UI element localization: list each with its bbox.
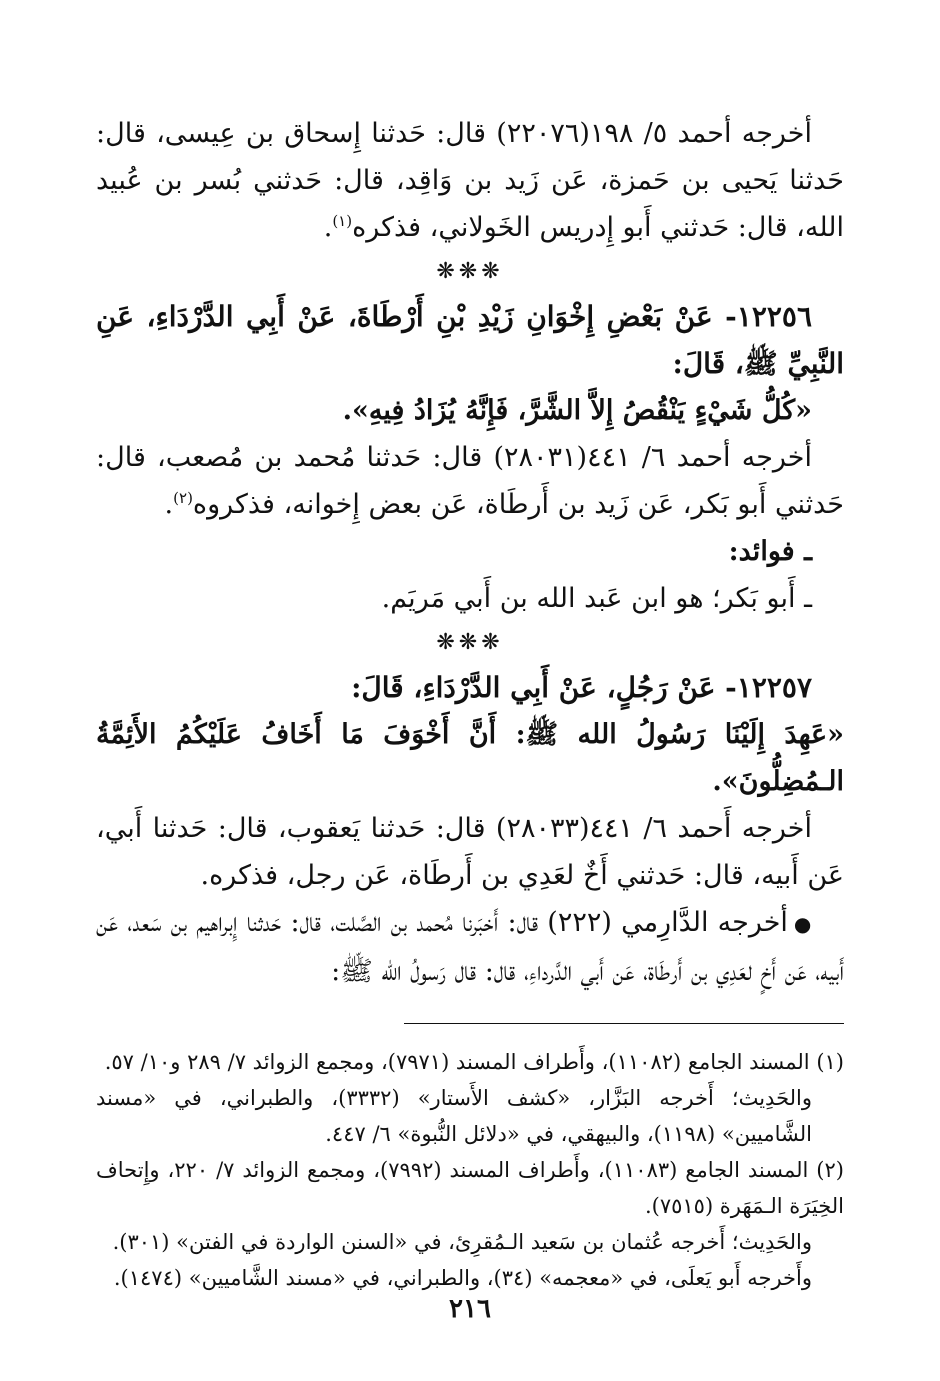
footnote-line: والحَدِيث؛ أَخرجه عُثمان بن سَعيد الـمُقرِئ، في «السنن الواردة في الفتن» (٣٠١).	[112, 1230, 812, 1254]
takhrij-text-4: أخرجه الدَّارِمي (٢٢٢) قال: أَخبَرنا مُحمد بن الصَّلت، قال: حَدثنا إِبراهيم بن سَعد، عَن أَبيه، عَن أَخٍ لعَدِي بن أَرطَاة، عَن أَبي الدَّرداءِ، قال: قال رَسولُ الله ﷺ:	[96, 907, 844, 987]
fawaid-text: ـ أَبو بَكر؛ هو ابن عَبد الله بن أَبي مَريَم.	[381, 583, 812, 614]
takhrij-text-1: أخرجه أحمد ٥/ ١٩٨(٢٢٠٧٦) قال: حَدثنا إِسحاق بن عِيسى، قال: حَدثنا يَحيى بن حَمزة، عَن زَيد بن وَاقِد، قال: حَدثني بُسر بن عُبيد الله، قال: حَدثني أَبو إِدريس الخَولاني، فذكره	[96, 118, 844, 243]
hadith-12256-text: «كُلُّ شَيْءٍ يَنْقُصُ إِلاَّ الشَّرَّ، فَإِنَّهُ يُزَادُ فِيهِ».	[342, 395, 812, 426]
takhrij-text-2: أخرجه أحمد ٦/ ٤٤١(٢٨٠٣١) قال: حَدثنا مُحمد بن مُصعب، قال: حَدثني أَبو بَكر، عَن زَيد بن أَرطَاة، عَن بعض إِخوانه، فذكروه	[96, 442, 844, 520]
takhrij-paragraph-4	[96, 899, 844, 995]
footnote-line: وأَخرجه أَبو يَعلَى، في «معجمه» (٣٤)، والطبراني، في «مسند الشَّاميين» (١٤٧٤).	[113, 1266, 812, 1290]
section-separator-1: ❋❋❋	[436, 259, 504, 284]
footnote-divider	[404, 1023, 844, 1024]
footnote-line: (٢) المسند الجامع (١١٠٨٣)، وأَطراف المسند (٧٩٩٢)، ومجمع الزوائد ٧/ ٢٢٠، وإِتحاف الخِيَرَة الـمَهَرة (٧٥١٥).	[96, 1158, 844, 1218]
footnotes-section	[96, 1044, 844, 1296]
takhrij-paragraph-3: أخرجه أَحمد ٦/ ٤٤١(٢٨٠٣٣) قال: حَدثنا يَعقوب، قال: حَدثنا أَبي، عَن أَبيه، قال: حَدثني أَخٌ لعَدِي بن أَرطَاة، عَن رجل، فذكره.	[96, 813, 844, 891]
footnote-line: (١) المسند الجامع (١١٠٨٢)، وأَطراف المسند (٧٩٧١)، ومجمع الزوائد ٧/ ٢٨٩ و١٠/ ٥٧.	[104, 1050, 844, 1074]
fawaid-label: ـ فوائد:	[728, 536, 812, 567]
hadith-12257-heading: ١٢٢٥٧- عَنْ رَجُلٍ، عَنْ أَبِي الدَّرْدَاءِ، قَالَ:	[351, 671, 812, 704]
footnote-ref-1: (١)	[332, 212, 353, 230]
takhrij-paragraph-1: أخرجه أحمد ٥/ ١٩٨(٢٢٠٧٦) قال: حَدثنا إِسحاق بن عِيسى، قال: حَدثنا يَحيى بن حَمزة، عَن زَيد بن وَاقِد، قال: حَدثني بُسر بن عُبيد الله، قال: حَدثني أَبو إِدريس الخَولاني، فذكره$^{(١)}$.	[96, 118, 844, 243]
hadith-12257-text: «عَهِدَ إِلَيْنَا رَسُولُ الله ﷺ: أَنَّ أَخْوَفَ مَا أَخَافُ عَلَيْكُمُ الأَئِمَّةُ الـمُضِلُّونَ».	[96, 719, 844, 797]
footnote-ref-2: (٢)	[173, 489, 193, 507]
page-number: ٢١٦	[449, 1294, 491, 1324]
takhrij-paragraph-2: أخرجه أحمد ٦/ ٤٤١(٢٨٠٣١) قال: حَدثنا مُحمد بن مُصعب، قال: حَدثني أَبو بَكر، عَن زَيد بن أَرطَاة، عَن بعض إِخوانه، فذكروه$^{(٢)}$.	[96, 442, 844, 520]
section-separator-2: ❋❋❋	[436, 630, 504, 655]
bullet-icon: ●	[793, 912, 812, 936]
hadith-12256-heading: ١٢٢٥٦- عَنْ بَعْضِ إِخْوَانِ زَيْدِ بْنِ أَرْطَاةَ، عَنْ أَبِي الدَّرْدَاءِ، عَنِ النَّبِيِّ ﷺ، قَالَ:	[96, 300, 844, 380]
footnote-line: والحَدِيث؛ أَخرجه البَزَّار، «كشف الأَستار» (٣٣٣٢)، والطبراني، في «مسند الشَّاميين» (١١٩٨)، والبيهقي، في «دلائل النُّبوة» ٦/ ٤٤٧.	[96, 1086, 812, 1146]
